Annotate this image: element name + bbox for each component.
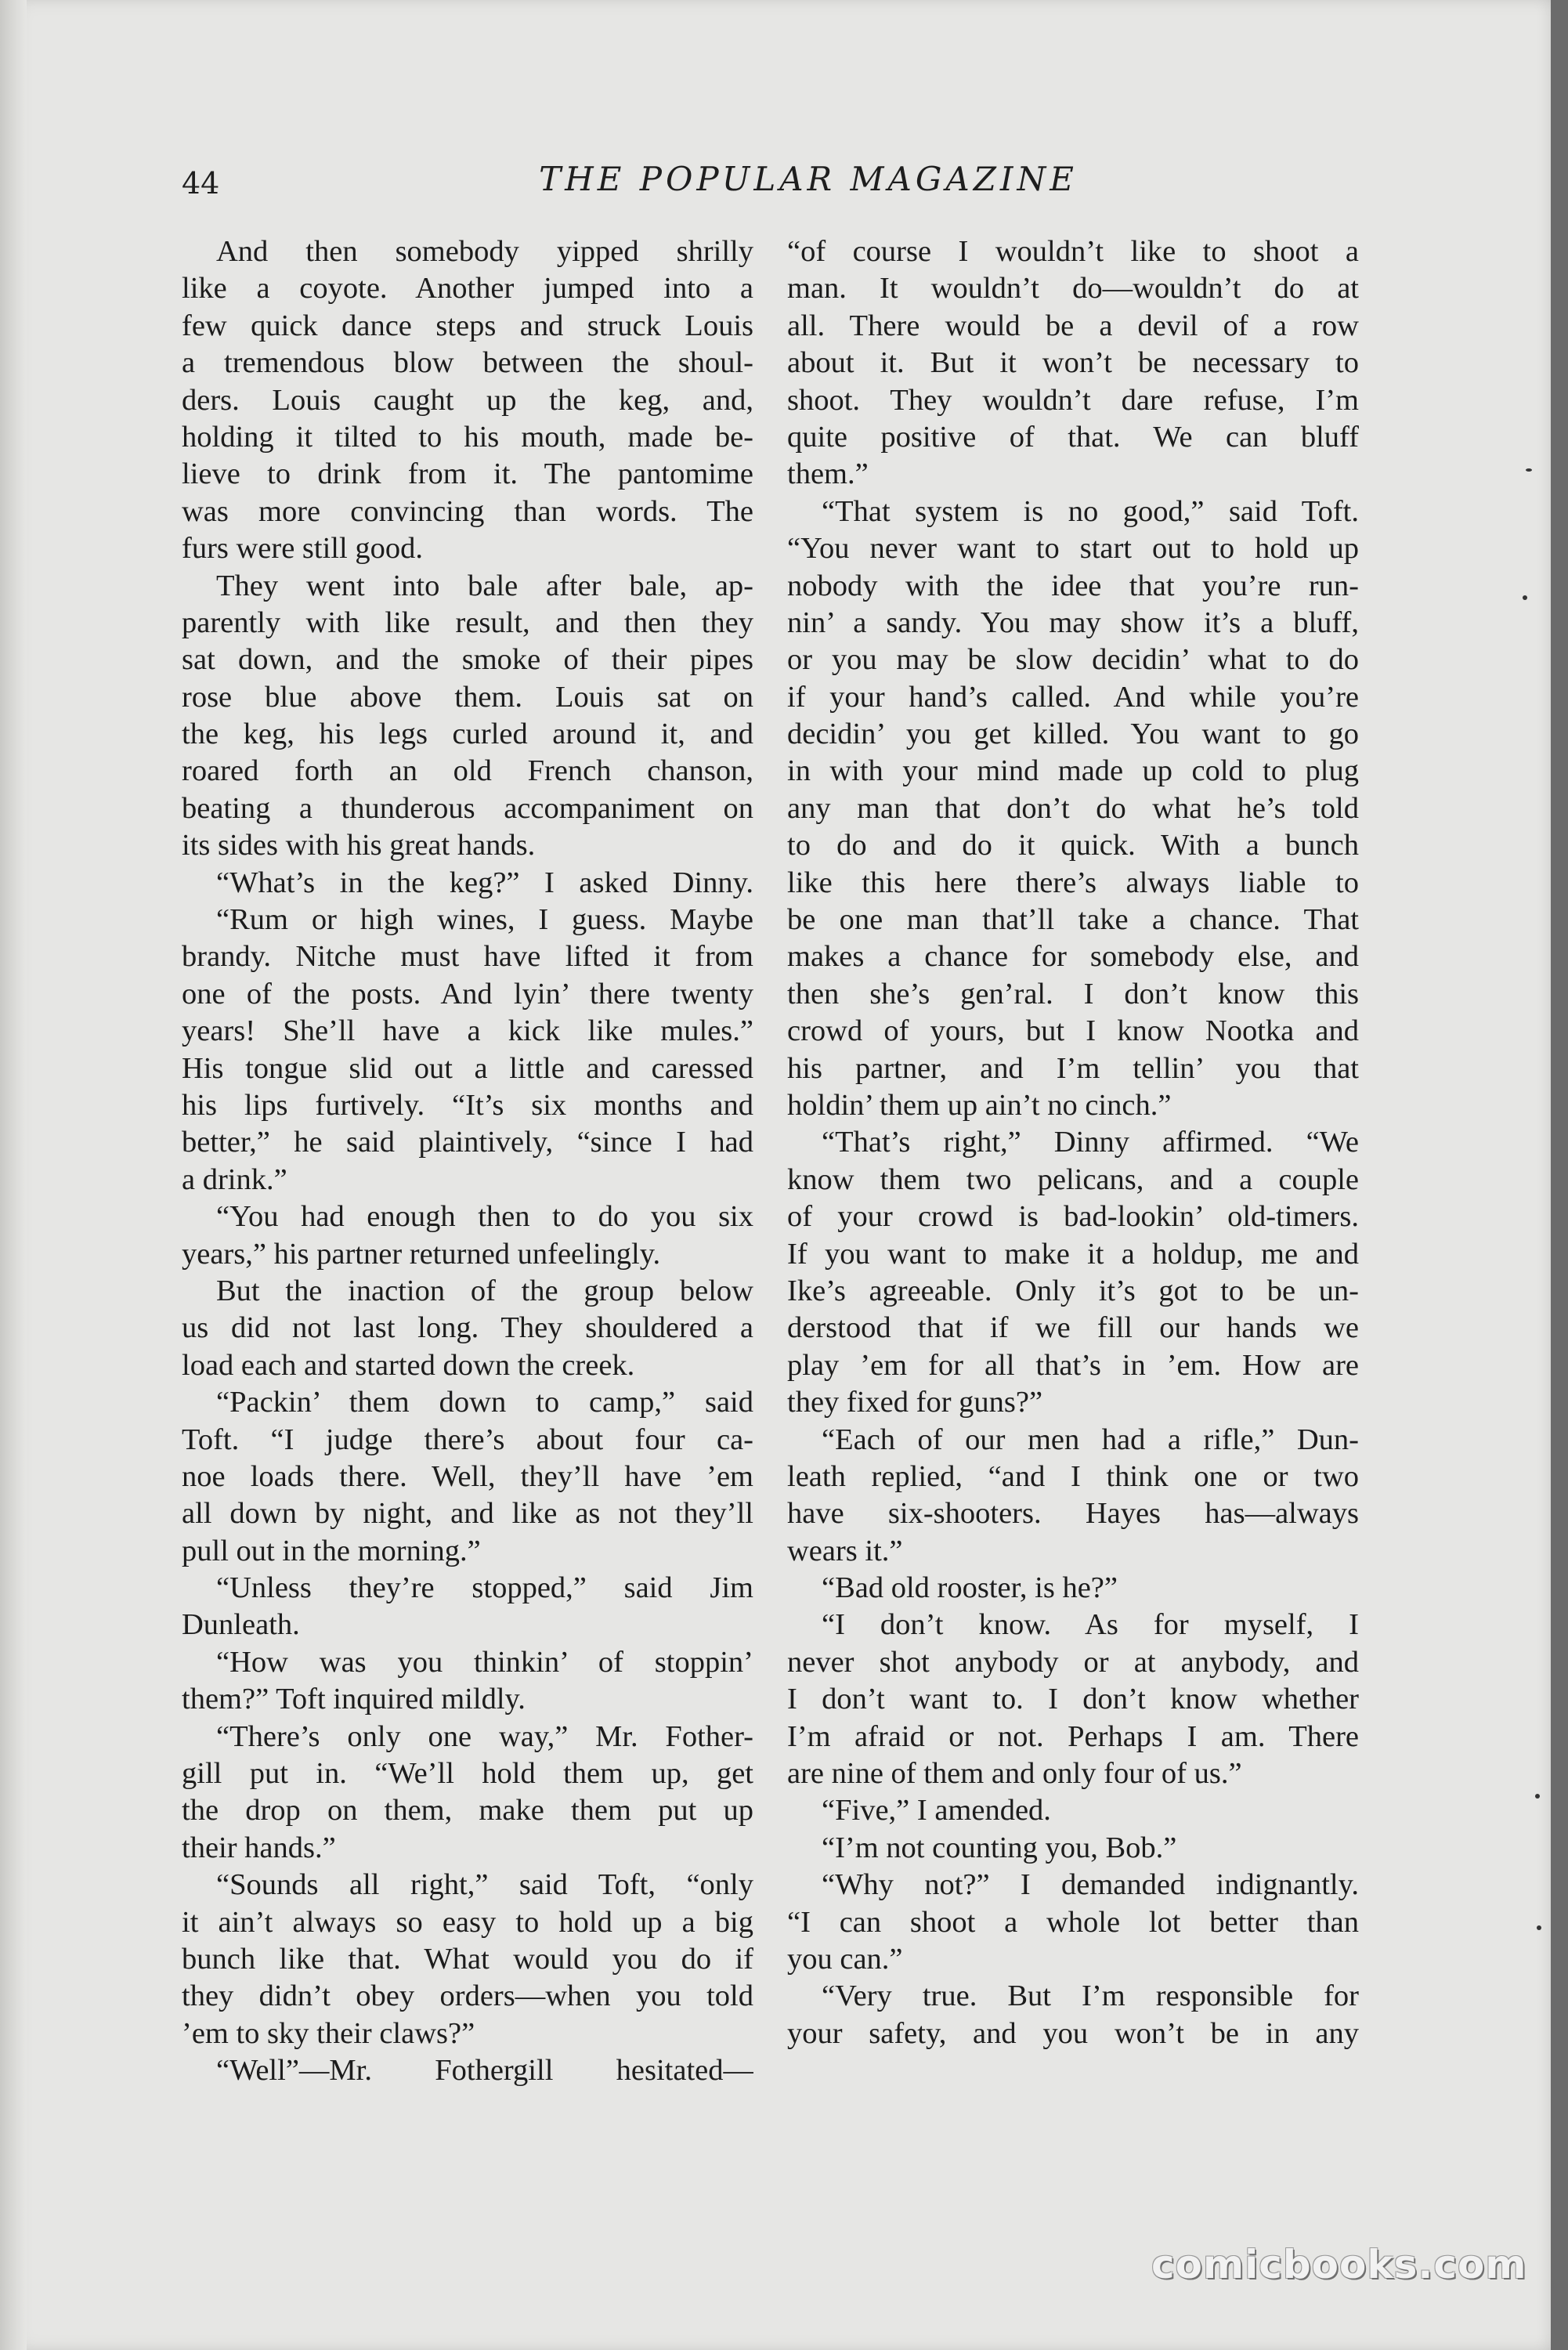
text-line: of your crowd is bad-lookin’ old-timers. [787,1200,1359,1234]
text-line: “What’s in the keg?” I asked Dinny. [216,866,753,899]
text-line: sat down, and the smoke of their pipes [182,643,753,677]
text-line: load each and started down the creek. [182,1348,635,1382]
text-line: roared forth an old French chanson, [182,754,753,788]
text-column-left [182,233,753,2090]
text-line: “There’s only one way,” Mr. Fother- [216,1719,753,1753]
text-line: the keg, his legs curled around it, and [182,718,753,751]
text-line: all. There would be a devil of a row [787,309,1359,342]
text-line: brandy. Nitche must have lifted it from [182,940,753,974]
text-line: in with your mind made up cold to plug [787,754,1359,788]
text-line: all down by night, and like as not they’ll [182,1497,753,1531]
text-line: “You had enough then to do you six [216,1200,753,1234]
text-line: its sides with his great hands. [182,829,536,862]
text-line: Ike’s agreeable. Only it’s got to be un- [787,1274,1359,1307]
text-line: years! She’ll have a kick like mules.” [182,1014,753,1048]
text-line: a drink.” [182,1162,287,1196]
text-line: “Unless they’re stopped,” said Jim [216,1571,753,1605]
text-line: ’em to sky their claws?” [182,2016,475,2050]
text-line: a tremendous blow between the shoul- [182,346,753,380]
text-line: was more convincing than words. The [182,494,753,528]
text-line: holding it tilted to his mouth, made be- [182,420,753,454]
text-line: never shot anybody or at anybody, and [787,1645,1359,1679]
text-line: one of the posts. And lyin’ there twenty [182,977,753,1010]
dust-speck [1526,468,1532,472]
text-line: His tongue slid out a little and caressed [182,1051,753,1085]
text-line: “You never want to start out to hold up [787,532,1359,566]
text-line: if your hand’s called. And while you’re [787,680,1359,714]
text-line: parently with like result, and then they [182,606,753,639]
text-line: “Sounds all right,” said Toft, “only [216,1868,753,1902]
text-line: leath replied, “and I think one or two [787,1459,1359,1493]
text-line: “How was you thinkin’ of stoppin’ [216,1645,753,1679]
text-line: derstood that if we fill our hands we [787,1311,1359,1345]
page-spine [0,0,27,2350]
text-line: “Bad old rooster, is he?” [822,1571,1118,1605]
text-line: better,” he said plaintively, “since I had [182,1126,753,1159]
text-line: “Well”—Mr. Fothergill hesitated— [216,2054,753,2088]
text-line: nobody with the idee that you’re run- [787,569,1359,602]
text-line: man. It wouldn’t do—wouldn’t do at [787,272,1359,306]
dust-speck [1537,1925,1541,1930]
text-line: holdin’ them up ain’t no cinch.” [787,1088,1172,1122]
text-line: your safety, and you won’t be in any [787,2016,1359,2050]
text-line: his lips furtively. “It’s six months and [182,1088,753,1122]
text-line: about it. But it won’t be necessary to [787,346,1359,380]
text-line: “I’m not counting you, Bob.” [822,1831,1177,1864]
text-line: like this here there’s always liable to [787,866,1359,899]
text-line: ders. Louis caught up the keg, and, [182,383,753,417]
text-line: decidin’ you get killed. You want to go [787,718,1359,751]
text-line: be one man that’ll take a chance. That [787,903,1359,937]
text-line: pull out in the morning.” [182,1534,481,1567]
text-line: nin’ a sandy. You may show it’s a bluff, [787,606,1359,639]
text-line: are nine of them and only four of us.” [787,1757,1242,1791]
text-line: “Five,” I amended. [822,1794,1051,1828]
text-line: “of course I wouldn’t like to shoot a [787,235,1359,268]
text-line: to do and do it quick. With a bunch [787,829,1359,862]
text-line: rose blue above them. Louis sat on [182,680,753,714]
dust-speck [1535,1794,1540,1799]
text-line: “I can shoot a whole lot better than [787,1905,1359,1939]
text-line: us did not last long. They shouldered a [182,1311,753,1345]
text-line: his partner, and I’m tellin’ you that [787,1051,1359,1085]
text-line: beating a thunderous accompaniment on [182,791,753,825]
text-line: it ain’t always so easy to hold up a big [182,1905,753,1939]
text-line: And then somebody yipped shrilly [216,235,753,268]
text-line: makes a chance for somebody else, and [787,940,1359,974]
text-line: know them two pelicans, and a couple [787,1162,1359,1196]
text-line: then she’s gen’ral. I don’t know this [787,977,1359,1010]
text-line: years,” his partner returned unfeelingly. [182,1237,661,1271]
text-line: their hands.” [182,1831,336,1864]
text-line: or you may be slow decidin’ what to do [787,643,1359,677]
site-watermark: comicbooks.com [1151,2242,1527,2287]
text-line: “Very true. But I’m responsible for [822,1979,1359,2013]
text-line: them.” [787,457,869,491]
text-column-right [787,233,1359,2052]
text-line: any man that don’t do what he’s told [787,791,1359,825]
text-line: Toft. “I judge there’s about four ca- [182,1423,753,1456]
text-line: play ’em for all that’s in ’em. How are [787,1348,1359,1382]
text-line: like a coyote. Another jumped into a [182,272,753,306]
text-line: “Rum or high wines, I guess. Maybe [216,903,753,937]
text-line: they didn’t obey orders—when you told [182,1979,753,2013]
text-line: gill put in. “We’ll hold them up, get [182,1757,753,1791]
dust-speck [1523,595,1527,600]
text-line: they fixed for guns?” [787,1386,1043,1419]
text-line: few quick dance steps and struck Louis [182,309,753,342]
text-line: “That’s right,” Dinny affirmed. “We [822,1126,1359,1159]
running-title: THE POPULAR MAGAZINE [539,160,1078,198]
text-line: “That system is no good,” said Toft. [822,494,1359,528]
text-line: “Each of our men had a rifle,” Dun- [822,1423,1359,1456]
text-line: them?” Toft inquired mildly. [182,1683,526,1716]
text-line: noe loads there. Well, they’ll have ’em [182,1459,753,1493]
text-line: Dunleath. [182,1608,300,1642]
text-line: But the inaction of the group below [216,1274,753,1307]
text-line: “I don’t know. As for myself, I [822,1608,1359,1642]
page-number: 44 [182,166,220,201]
text-line: They went into bale after bale, ap- [216,569,753,602]
text-line: shoot. They wouldn’t dare refuse, I’m [787,383,1359,417]
text-line: crowd of yours, but I know Nootka and [787,1014,1359,1048]
text-line: If you want to make it a holdup, me and [787,1237,1359,1271]
text-line: wears it.” [787,1534,903,1567]
text-line: you can.” [787,1942,903,1976]
text-line: furs were still good. [182,532,423,566]
text-line: I don’t want to. I don’t know whether [787,1683,1359,1716]
text-line: “Packin’ them down to camp,” said [216,1386,753,1419]
text-line: the drop on them, make them put up [182,1794,753,1828]
text-line: lieve to drink from it. The pantomime [182,457,753,491]
text-line: have six-shooters. Hayes has—always [787,1497,1359,1531]
text-line: quite positive of that. We can bluff [787,420,1359,454]
text-line: bunch like that. What would you do if [182,1942,753,1976]
page-header [182,157,1357,204]
text-line: I’m afraid or not. Perhaps I am. There [787,1719,1359,1753]
text-line: “Why not?” I demanded indignantly. [822,1868,1359,1902]
